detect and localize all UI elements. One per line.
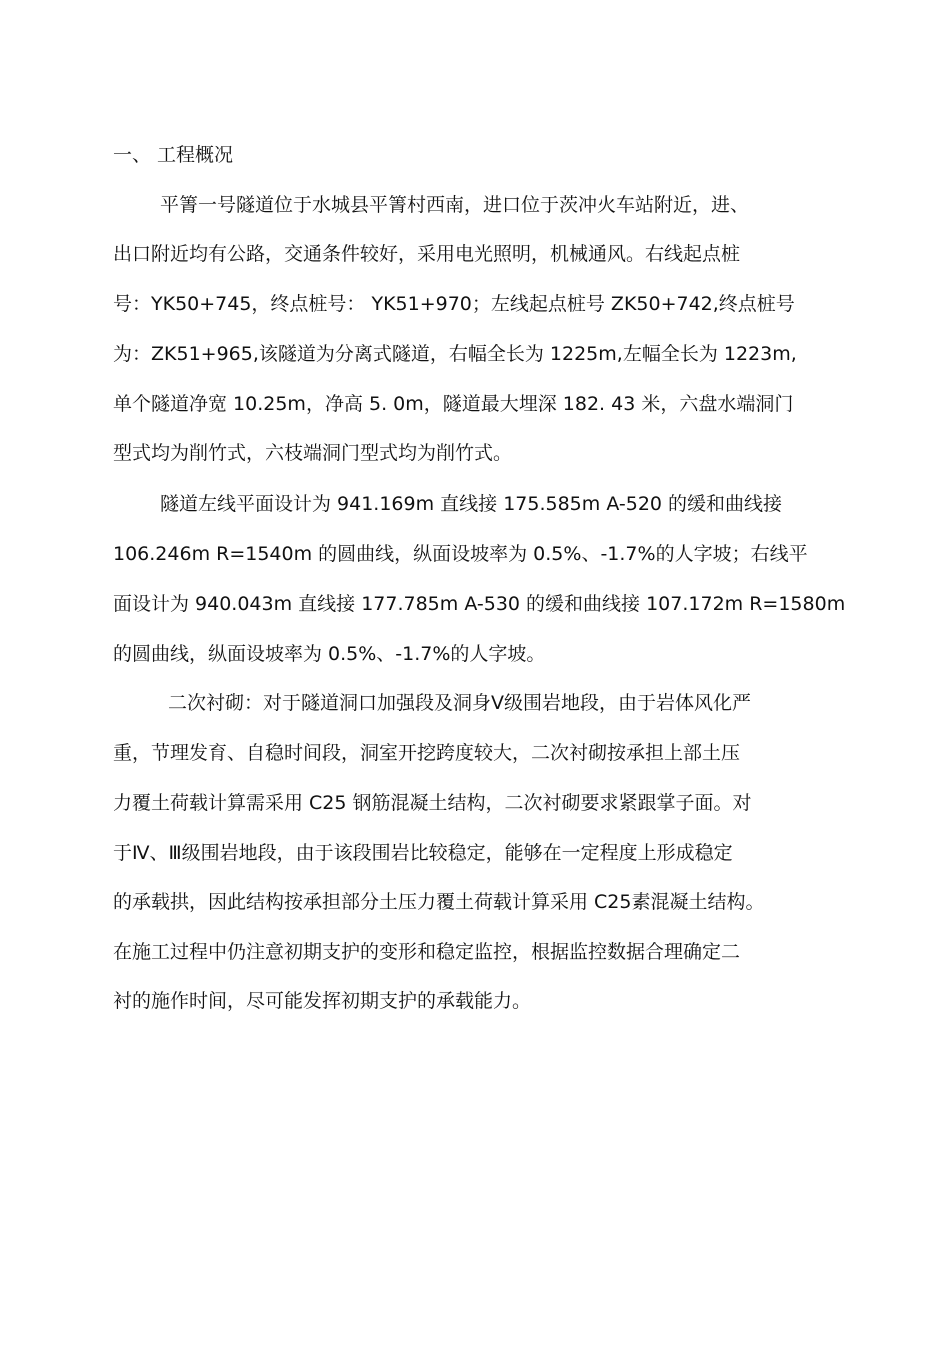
paragraph-3-line-3: 力覆土荷载计算需采用 C25 钢筋混凝土结构，二次衬砌要求紧跟掌子面。对 [113, 792, 752, 814]
paragraph-2-line-4: 的圆曲线，纵面设坡率为 0.5%、-1.7%的人字坡。 [113, 643, 546, 665]
paragraph-1-line-2: 出口附近均有公路，交通条件较好，采用电光照明，机械通风。右线起点桩 [113, 243, 741, 265]
paragraph-1-line-6: 型式均为削竹式，六枝端洞门型式均为削竹式。 [113, 442, 513, 464]
paragraph-3-line-2: 重，节理发育、自稳时间段，洞室开挖跨度较大，二次衬砌按承担上部土压 [113, 742, 741, 764]
section-heading: 一、 工程概况 [113, 144, 234, 166]
paragraph-2-line-2: 106.246m R=1540m 的圆曲线，纵面设坡率为 0.5%、-1.7%的人字坡；右线平 [113, 543, 808, 565]
paragraph-3-line-7: 衬的施作时间，尽可能发挥初期支护的承载能力。 [113, 990, 532, 1012]
paragraph-3-line-1: 二次衬砌：对于隧道洞口加强段及洞身Ⅴ级围岩地段，由于岩体风化严 [168, 692, 751, 714]
paragraph-3-line-4: 于Ⅳ、Ⅲ级围岩地段，由于该段围岩比较稳定，能够在一定程度上形成稳定 [113, 842, 733, 864]
paragraph-3-line-5: 的承载拱，因此结构按承担部分土压力覆土荷载计算采用 C25素混凝土结构。 [113, 891, 765, 913]
paragraph-2-line-3: 面设计为 940.043m 直线接 177.785m A-530 的缓和曲线接 107.172m R=1580m [113, 593, 846, 615]
paragraph-2-line-1: 隧道左线平面设计为 941.169m 直线接 175.585m A-520 的缓和曲线接 [160, 493, 783, 515]
paragraph-1-line-1: 平箐一号隧道位于水城县平箐村西南，进口位于茨冲火车站附近，进、 [160, 194, 750, 216]
paragraph-1-line-3: 号：YK50+745，终点桩号： YK51+970；左线起点桩号 ZK50+742,终点桩号 [113, 293, 795, 315]
paragraph-1-line-4: 为：ZK51+965,该隧道为分离式隧道，右幅全长为 1225m,左幅全长为 1223m, [113, 343, 797, 365]
paragraph-1-line-5: 单个隧道净宽 10.25m，净高 5. 0m，隧道最大埋深 182. 43 米，六盘水端洞门 [113, 393, 794, 415]
paragraph-3-line-6: 在施工过程中仍注意初期支护的变形和稳定监控，根据监控数据合理确定二 [113, 941, 741, 963]
